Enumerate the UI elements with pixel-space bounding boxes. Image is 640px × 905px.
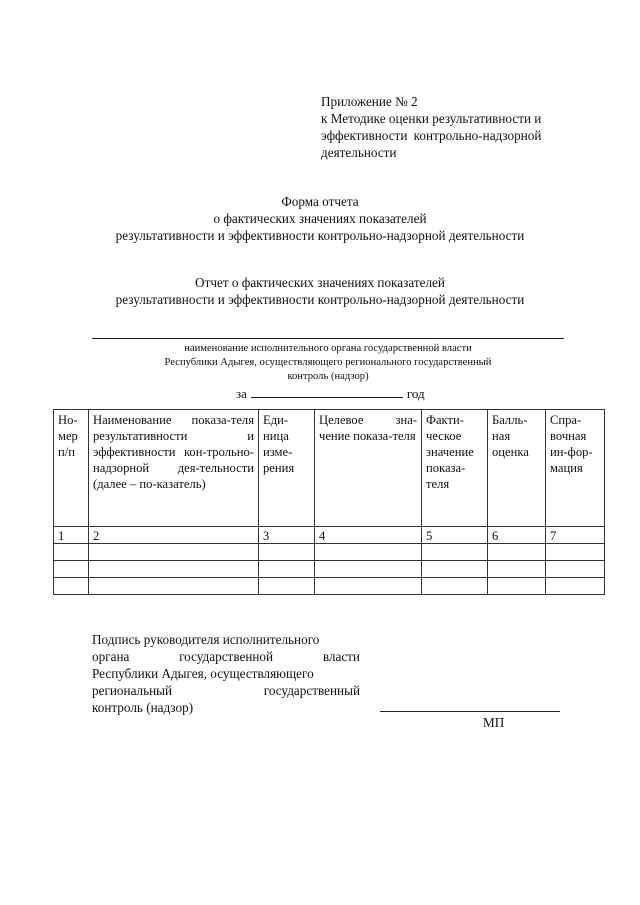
table-cell: [546, 544, 605, 561]
form-title-line: результативности и эффективности контрольно-надзорной деятельности: [115, 228, 525, 243]
organization-caption-line: наименование исполнительного органа государственной власти: [184, 343, 472, 354]
appendix-line: эффективности контрольно-надзорной: [321, 128, 542, 143]
signature-line: контроль (надзор): [92, 700, 194, 715]
header-cell-actual-value: Факти-ческое значение показа-теля: [422, 410, 488, 527]
appendix-note: [321, 93, 581, 161]
column-number-cell: 2: [89, 527, 259, 544]
table-cell: [315, 544, 422, 561]
appendix-line: Приложение № 2: [321, 94, 418, 109]
table-cell: [54, 544, 89, 561]
signature-block: [92, 631, 360, 716]
table-column-numbers-row: [54, 527, 605, 544]
table-cell: [259, 561, 315, 578]
table-cell: [259, 544, 315, 561]
table-cell: [546, 561, 605, 578]
table-cell: [259, 578, 315, 595]
table-cell: [54, 578, 89, 595]
organization-name-blank-line: [92, 338, 564, 339]
report-title: [0, 274, 640, 308]
signature-line: органа государственной власти: [92, 649, 360, 664]
report-period: [236, 386, 425, 402]
table-header-row: [54, 410, 605, 527]
header-cell-number: Но-мер п/п: [54, 410, 89, 527]
column-number-cell: 5: [422, 527, 488, 544]
period-prefix: за: [236, 386, 247, 401]
column-number-cell: 1: [54, 527, 89, 544]
header-cell-unit: Еди-ница изме-рения: [259, 410, 315, 527]
period-year-blank: [251, 386, 403, 398]
organization-caption-line: контроль (надзор): [287, 371, 369, 382]
signature-blank-line: [380, 711, 560, 712]
header-cell-score: Балль-ная оценка: [488, 410, 546, 527]
table-cell: [89, 544, 259, 561]
organization-caption-line: Республики Адыгея, осуществляющего регионального государственный: [164, 357, 492, 368]
report-table: [53, 409, 605, 595]
table-cell: [315, 561, 422, 578]
table-cell: [546, 578, 605, 595]
column-number-cell: 3: [259, 527, 315, 544]
table-cell: [315, 578, 422, 595]
header-cell-indicator-name: Наименование показа-теля результативности и эффективности кон-трольно-надзорной дея-тельности (далее – по-казатель): [89, 410, 259, 527]
column-number-cell: 4: [315, 527, 422, 544]
organization-caption: [80, 342, 576, 384]
signature-line: региональный государственный: [92, 683, 360, 698]
header-cell-target-value: Целевое зна-чение показа-теля: [315, 410, 422, 527]
period-suffix: год: [406, 386, 425, 401]
form-title: [0, 193, 640, 244]
table-row: [54, 544, 605, 561]
signature-line: Подпись руководителя исполнительного: [92, 632, 320, 647]
table-row: [54, 578, 605, 595]
table-cell: [89, 578, 259, 595]
table-cell: [488, 578, 546, 595]
form-title-line: Форма отчета: [281, 194, 359, 209]
table-cell: [422, 544, 488, 561]
report-title-line: Отчет о фактических значениях показателей: [195, 275, 445, 290]
signature-line: Республики Адыгея, осуществляющего: [92, 666, 314, 681]
table-cell: [488, 544, 546, 561]
table-cell: [54, 561, 89, 578]
appendix-line: к Методике оценки результативности и: [321, 111, 542, 126]
table-cell: [422, 578, 488, 595]
table-cell: [422, 561, 488, 578]
report-title-line: результативности и эффективности контрольно-надзорной деятельности: [115, 292, 525, 307]
column-number-cell: 6: [488, 527, 546, 544]
header-cell-reference-info: Спра-вочная ин-фор-мация: [546, 410, 605, 527]
table-row: [54, 561, 605, 578]
stamp-label: МП: [483, 715, 505, 730]
table-cell: [488, 561, 546, 578]
table-cell: [89, 561, 259, 578]
appendix-line: деятельности: [321, 145, 397, 160]
column-number-cell: 7: [546, 527, 605, 544]
form-title-line: о фактических значениях показателей: [213, 211, 427, 226]
